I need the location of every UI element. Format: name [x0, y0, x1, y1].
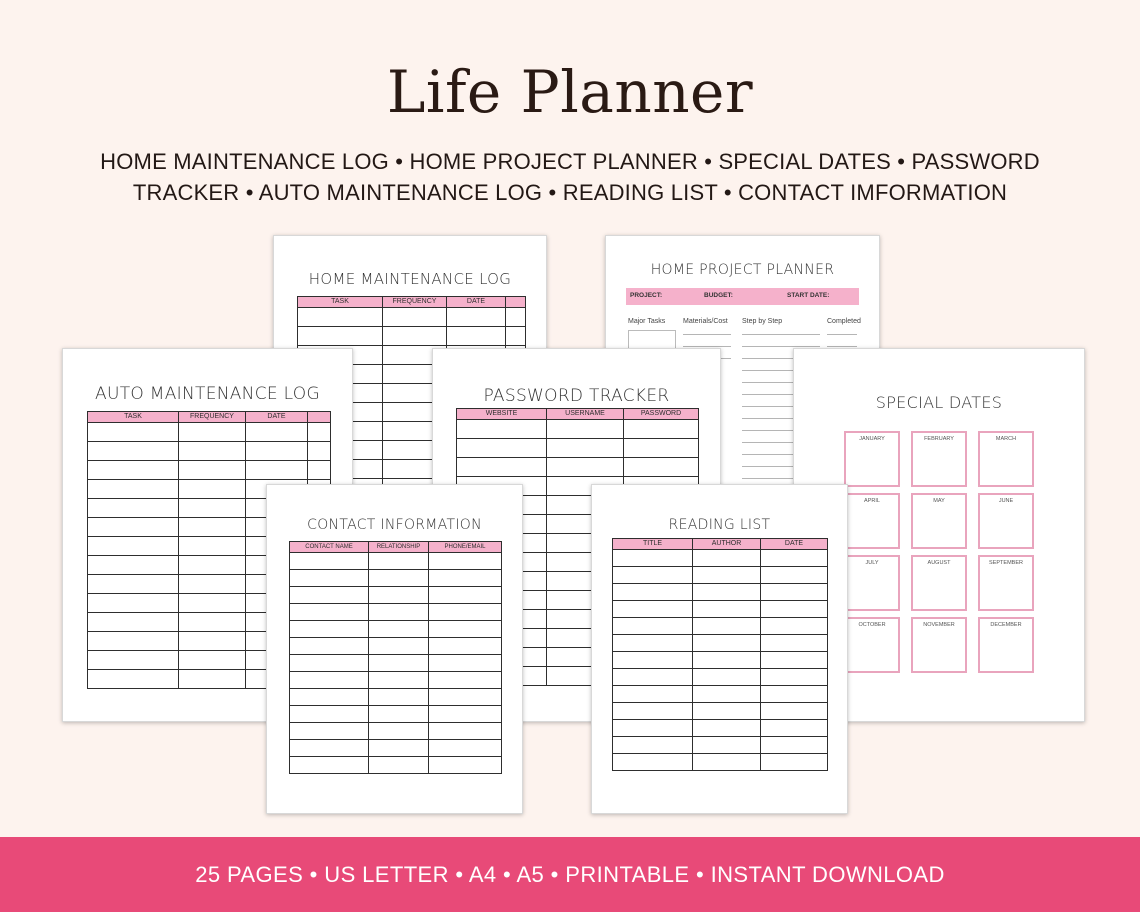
write-line [827, 346, 857, 347]
table-cell [246, 423, 308, 442]
month-label: JANUARY [859, 436, 885, 442]
month-label: MAY [933, 498, 945, 504]
column-header: TASK [298, 297, 383, 308]
table-row [613, 754, 828, 771]
project-label: PROJECT: [630, 292, 663, 299]
table-cell [290, 706, 369, 723]
table-cell [693, 720, 761, 737]
table-cell [290, 740, 369, 757]
column-header: CONTACT NAME [290, 542, 369, 553]
table-cell [369, 740, 429, 757]
table-cell [613, 618, 693, 635]
table-cell [693, 550, 761, 567]
table-row [613, 550, 828, 567]
column-header: WEBSITE [457, 409, 547, 420]
table-cell [88, 480, 179, 499]
table-cell [613, 720, 693, 737]
table-row [613, 720, 828, 737]
column-header: DATE [447, 297, 506, 308]
table-cell [383, 327, 447, 346]
table-cell [290, 570, 369, 587]
table-cell [613, 635, 693, 652]
table-row [613, 567, 828, 584]
month-label: DECEMBER [990, 622, 1022, 628]
column-header [506, 297, 526, 308]
table-row [88, 461, 331, 480]
table-cell [369, 638, 429, 655]
table-cell [88, 556, 179, 575]
table-row [613, 635, 828, 652]
page-title: Life Planner [386, 58, 754, 126]
write-line [683, 334, 731, 335]
table-row [290, 706, 502, 723]
month-box [844, 493, 900, 549]
write-line [683, 346, 731, 347]
table-cell [88, 575, 179, 594]
table-row [457, 439, 699, 458]
write-line [742, 334, 820, 335]
month-box [844, 555, 900, 611]
table-cell [693, 584, 761, 601]
table-cell [383, 308, 447, 327]
table-cell [179, 575, 246, 594]
table-row [290, 740, 502, 757]
table-cell [369, 723, 429, 740]
column-header: DATE [246, 412, 308, 423]
column-header: RELATIONSHIP [369, 542, 429, 553]
table-cell [290, 757, 369, 774]
step-by-step-label: Step by Step [742, 318, 783, 325]
table-cell [290, 672, 369, 689]
write-line [742, 346, 820, 347]
table-cell [298, 327, 383, 346]
table-cell [506, 327, 526, 346]
table-cell [88, 613, 179, 632]
table-cell [290, 621, 369, 638]
table-cell [613, 686, 693, 703]
table-cell [88, 423, 179, 442]
table-cell [613, 567, 693, 584]
table-cell [547, 420, 624, 439]
month-label: OCTOBER [858, 622, 886, 628]
table-cell [429, 655, 502, 672]
table-row [290, 553, 502, 570]
column-header: FREQUENCY [383, 297, 447, 308]
column-header: TITLE [613, 539, 693, 550]
month-label: APRIL [864, 498, 880, 504]
table-row [613, 703, 828, 720]
table-cell [613, 703, 693, 720]
table-cell [179, 632, 246, 651]
table-cell [613, 737, 693, 754]
table-cell [547, 439, 624, 458]
column-header: FREQUENCY [179, 412, 246, 423]
month-label: JULY [865, 560, 879, 566]
table-cell [179, 556, 246, 575]
month-label: JUNE [998, 498, 1014, 504]
table-cell [447, 327, 506, 346]
table-cell [369, 757, 429, 774]
footer-banner [0, 837, 1140, 912]
table-cell [761, 720, 828, 737]
contact-information-table [289, 541, 502, 774]
table-cell [308, 423, 331, 442]
materials-cost-label: Materials/Cost [683, 318, 728, 325]
table-cell [369, 706, 429, 723]
table-cell [457, 420, 547, 439]
table-cell [88, 442, 179, 461]
table-cell [693, 601, 761, 618]
table-row [290, 621, 502, 638]
home-maintenance-title: HOME MAINTENANCE LOG [308, 270, 512, 288]
table-cell [429, 638, 502, 655]
table-cell [429, 672, 502, 689]
table-cell [761, 567, 828, 584]
table-cell [457, 458, 547, 477]
month-label: FEBRUARY [924, 436, 954, 442]
table-row [290, 638, 502, 655]
completed-label: Completed [827, 318, 861, 325]
table-row [88, 442, 331, 461]
table-cell [179, 480, 246, 499]
table-cell [613, 601, 693, 618]
column-header [308, 412, 331, 423]
table-cell [308, 461, 331, 480]
table-cell [693, 703, 761, 720]
table-row [613, 618, 828, 635]
write-line [827, 334, 857, 335]
table-row [290, 570, 502, 587]
table-cell [613, 652, 693, 669]
column-header: DATE [761, 539, 828, 550]
table-row [613, 652, 828, 669]
table-cell [693, 754, 761, 771]
table-cell [369, 570, 429, 587]
table-cell [179, 499, 246, 518]
table-cell [88, 594, 179, 613]
table-cell [290, 553, 369, 570]
month-box [911, 555, 967, 611]
table-cell [429, 689, 502, 706]
table-cell [179, 423, 246, 442]
table-cell [429, 553, 502, 570]
month-box [911, 617, 967, 673]
month-label: SEPTEMBER [989, 560, 1023, 566]
budget-label: BUDGET: [704, 292, 733, 299]
table-row [298, 308, 526, 327]
table-cell [693, 669, 761, 686]
table-cell [429, 587, 502, 604]
table-row [613, 686, 828, 703]
table-cell [624, 458, 699, 477]
column-header: AUTHOR [693, 539, 761, 550]
table-cell [88, 518, 179, 537]
table-cell [290, 604, 369, 621]
table-cell [761, 601, 828, 618]
table-cell [761, 584, 828, 601]
table-cell [693, 686, 761, 703]
month-box [911, 493, 967, 549]
table-cell [613, 669, 693, 686]
table-cell [624, 439, 699, 458]
table-cell [179, 537, 246, 556]
table-cell [547, 458, 624, 477]
table-row [613, 737, 828, 754]
table-row [290, 655, 502, 672]
table-cell [88, 651, 179, 670]
table-cell [613, 754, 693, 771]
table-cell [429, 604, 502, 621]
page-subtitle [80, 146, 1060, 208]
special-dates-title: SPECIAL DATES [875, 393, 1003, 412]
month-label: NOVEMBER [923, 622, 955, 628]
table-cell [290, 587, 369, 604]
reading-list-page [591, 484, 848, 814]
month-box [911, 431, 967, 487]
table-cell [429, 621, 502, 638]
table-row [613, 669, 828, 686]
table-cell [693, 618, 761, 635]
table-cell [179, 670, 246, 689]
table-cell [613, 584, 693, 601]
table-cell [761, 754, 828, 771]
table-cell [693, 567, 761, 584]
table-cell [457, 439, 547, 458]
table-row [290, 723, 502, 740]
table-cell [88, 670, 179, 689]
table-cell [369, 587, 429, 604]
table-row [613, 584, 828, 601]
table-cell [369, 689, 429, 706]
table-cell [88, 499, 179, 518]
table-cell [88, 537, 179, 556]
project-info-bar [626, 288, 859, 305]
table-cell [429, 706, 502, 723]
subtitle-line-1: HOME MAINTENANCE LOG • HOME PROJECT PLANNER • SPECIAL DATES • PASSWORD [100, 149, 1040, 174]
table-cell [290, 689, 369, 706]
table-cell [429, 757, 502, 774]
table-cell [761, 737, 828, 754]
month-box [978, 555, 1034, 611]
table-cell [693, 635, 761, 652]
month-box [978, 493, 1034, 549]
table-cell [246, 461, 308, 480]
column-header: PASSWORD [624, 409, 699, 420]
table-cell [369, 672, 429, 689]
table-cell [290, 655, 369, 672]
table-cell [761, 652, 828, 669]
column-header: USERNAME [547, 409, 624, 420]
table-cell [179, 613, 246, 632]
table-cell [761, 686, 828, 703]
table-cell [308, 442, 331, 461]
column-header: PHONE/EMAIL [429, 542, 502, 553]
major-tasks-label: Major Tasks [628, 318, 666, 325]
month-box [844, 431, 900, 487]
contact-information-page [266, 484, 523, 814]
month-box [978, 431, 1034, 487]
table-cell [369, 655, 429, 672]
month-box [978, 617, 1034, 673]
month-label: MARCH [995, 436, 1017, 442]
table-cell [761, 635, 828, 652]
table-cell [624, 420, 699, 439]
table-cell [179, 594, 246, 613]
table-cell [179, 651, 246, 670]
table-cell [761, 550, 828, 567]
table-row [290, 587, 502, 604]
month-box [844, 617, 900, 673]
reading-list-title: READING LIST [668, 517, 771, 533]
table-cell [369, 621, 429, 638]
table-cell [613, 550, 693, 567]
table-cell [290, 638, 369, 655]
table-cell [88, 632, 179, 651]
month-label: AUGUST [927, 560, 951, 566]
password-tracker-title: PASSWORD TRACKER [483, 386, 670, 406]
table-cell [506, 308, 526, 327]
table-row [290, 689, 502, 706]
table-row [613, 601, 828, 618]
contact-information-title: CONTACT INFORMATION [307, 517, 482, 533]
subtitle-line-2: TRACKER • AUTO MAINTENANCE LOG • READING LIST • CONTACT IMFORMATION [132, 180, 1008, 205]
table-cell [761, 703, 828, 720]
column-header: TASK [88, 412, 179, 423]
table-cell [179, 442, 246, 461]
table-cell [290, 723, 369, 740]
table-cell [761, 618, 828, 635]
table-cell [179, 461, 246, 480]
table-row [457, 458, 699, 477]
home-project-title: HOME PROJECT PLANNER [650, 262, 835, 278]
table-cell [761, 669, 828, 686]
table-cell [369, 604, 429, 621]
table-cell [179, 518, 246, 537]
table-cell [298, 308, 383, 327]
table-cell [429, 723, 502, 740]
table-cell [429, 740, 502, 757]
table-cell [693, 737, 761, 754]
reading-list-table [612, 538, 828, 771]
table-row [290, 672, 502, 689]
table-cell [88, 461, 179, 480]
footer-text: 25 PAGES • US LETTER • A4 • A5 • PRINTABLE • INSTANT DOWNLOAD [195, 862, 945, 887]
table-cell [429, 570, 502, 587]
table-cell [447, 308, 506, 327]
table-cell [693, 652, 761, 669]
table-row [290, 757, 502, 774]
table-cell [246, 442, 308, 461]
table-cell [369, 553, 429, 570]
table-row [290, 604, 502, 621]
start-date-label: START DATE: [787, 292, 830, 299]
table-row [457, 420, 699, 439]
auto-maintenance-title: AUTO MAINTENANCE LOG [95, 384, 320, 404]
table-row [88, 423, 331, 442]
table-row [298, 327, 526, 346]
